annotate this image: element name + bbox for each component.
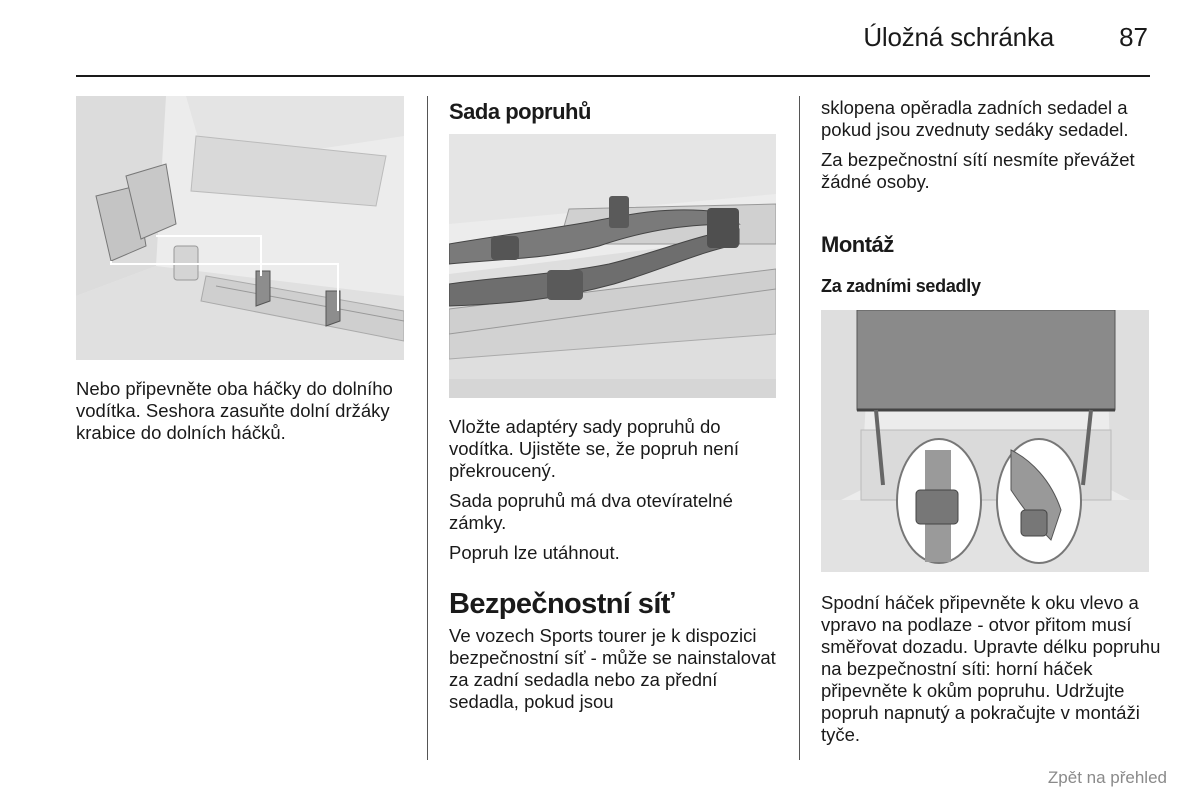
illustration-hooks-rail: [76, 96, 404, 360]
paragraph: sklopena opěradla zadních sedadel a pokud jsou zvednuty sedáky sedadel.: [821, 97, 1129, 140]
column-3-subheading: [821, 276, 1156, 297]
header-rule: [76, 75, 1150, 77]
column-2-net-section: [449, 588, 784, 713]
paragraph: Vložte adaptéry sady popruhů do vodítka. Ujistěte se, že popruh není překroucený.: [449, 416, 740, 481]
column-2-text: [449, 416, 784, 564]
paragraph: Sada popruhů má dva otevíratelné zámky.: [449, 490, 733, 533]
column-3-heading: [821, 232, 1156, 258]
paragraph: Nebo připevněte oba háčky do dolního vodítka. Seshora zasuňte dolní držáky krabice do dolních háčků.: [76, 378, 393, 443]
section-heading: Sada popruhů: [449, 99, 591, 124]
subheading: Za zadními sedadly: [821, 276, 981, 296]
section-heading: Montáž: [821, 232, 894, 257]
column-1-text: [76, 378, 406, 444]
paragraph: Popruh lze utáhnout.: [449, 542, 620, 563]
column-3-text-bottom: [821, 592, 1161, 746]
illustration-strap-kit: [449, 134, 776, 398]
page-title: Úložná schránka: [863, 22, 1054, 52]
column-2-heading: [449, 99, 779, 125]
section-heading-big: Bezpečnostní síť: [449, 588, 675, 620]
illustration-net-mounting: [821, 310, 1149, 572]
back-to-overview-link[interactable]: Zpět na přehled: [1047, 768, 1167, 787]
paragraph: Ve vozech Sports tourer je k dispozici bezpečnostní síť - může se nainstalovat za zadní sedadla nebo za přední sedadla, pokud jsou: [449, 625, 776, 712]
page-number: 87: [1119, 22, 1148, 52]
column-divider: [427, 96, 428, 760]
paragraph: Spodní háček připevněte k oku vlevo a vpravo na podlaze - otvor přitom musí směřovat dozadu. Upravte délku popruhu na bezpečnostní síti: horní háček připevněte k okům popruhu. Udržujte popruh napnutý a pokračujte v montáži tyče.: [821, 592, 1161, 745]
column-divider: [799, 96, 800, 760]
paragraph: Za bezpečnostní sítí nesmíte převážet žádné osoby.: [821, 149, 1135, 192]
column-3-text-top: [821, 97, 1156, 193]
